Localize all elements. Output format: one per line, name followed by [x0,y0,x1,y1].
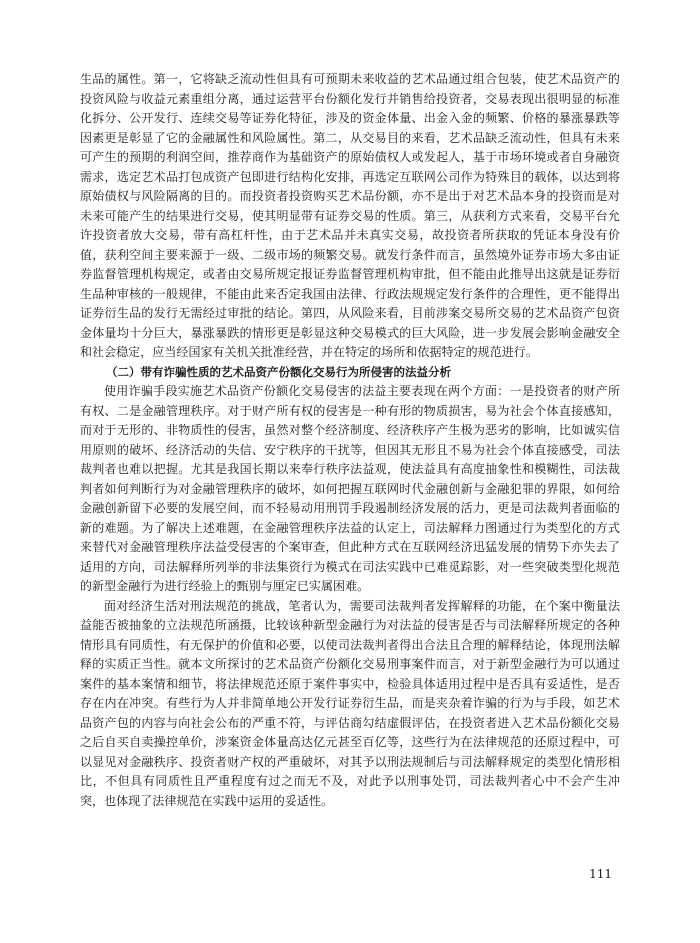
body-paragraph-2: 使用诈骗手段实施艺术品资产份额化交易侵害的法益主要表现在两个方面：一是投资者的财产所有权、二是金融管理秩序。对于财产所有权的侵害是一种有形的物质损害，易为社会个体直接感知，而对于无形的、非物质性的侵害，虽然对整个经济制度、经济秩序产生极为恶劣的影响，比如诚实信用原则的破坏、经济活动的失信、安宁秩序的干扰等，但因其无形且不易为社会个体直接感受，司法裁判者也难以把握。尤其是我国长期以来奉行秩序法益观，使法益具有高度抽象性和模糊性，司法裁判者如何判断行为对金融管理秩序的破坏，如何把握互联网时代金融创新与金融犯罪的界限，如何给金融创新留下必要的发展空间，而不轻易动用刑罚手段遏制经济发展的活力，更是司法裁判者面临的新的难题。为了解决上述难题，在金融管理秩序法益的认定上，司法解释力图通过行为类型化的方式来替代对金融管理秩序法益受侵害的个案审查，但此种方式在互联网经济迅猛发展的情势下亦失去了适用的方向，司法解释所列举的非法集资行为模式在司法实践中已难觅踪影，对一些突破类型化规范的新型金融行为进行经验上的甄别与厘定已实属困难。 [80,384,620,593]
body-paragraph-3: 面对经济生活对刑法规范的挑战，笔者认为，需要司法裁判者发挥解释的功能，在个案中衡量法益能否被抽象的立法规范所涵摄，比较该种新型金融行为对法益的侵害是否与司法解释所规定的各种情形具有同质性，有无保护的价值和必要，以使司法裁判者得出合法且合理的解释结论，体现刑法解释的实质正当性。就本文所探讨的艺术品资产份额化交易刑事案件而言，对于新型金融行为可以通过案件的基本案情和细节，将法律规范还原于案件事实中，检验具体适用过程中是否具有妥适性，是否存在内在冲突。有些行为人并非简单地公开发行证券衍生品，而是夹杂着诈骗的行为与手段，如艺术品资产包的内容与向社会公布的严重不符，与评估商勾结虚假评估，在投资者进入艺术品份额化交易之后自买自卖操控单价，涉案资金体量高达亿元甚至百亿等，这些行为在法律规范的还原过程中，可以显见对金融秩序、投资者财产权的严重破坏，对其予以刑法规制后与司法解释规定的类型化情形相比，不但具有同质性且严重程度有过之而无不及，对此予以刑事处罚，司法裁判者心中不会产生冲突，也体现了法律规范在实践中运用的妥适性。 [80,598,620,808]
section-heading: （二）带有诈骗性质的艺术品资产份额化交易行为所侵害的法益分析 [106,364,451,379]
page-number: 111 [589,867,612,881]
main-text-column [80,70,620,811]
body-paragraph-1: 生品的属性。第一，它将缺乏流动性但具有可预期未来收益的艺术品通过组合包装，使艺术品资产的投资风险与收益元素重组分离，通过运营平台份额化发行并销售给投资者，交易表现出很明显的标准化拆分、公开发行、连续交易等证券化特征，涉及的资金体量、出金入金的频繁、价格的暴涨暴跌等因素更是彰显了它的金融属性和风险属性。第二，从交易目的来看，艺术品缺乏流动性，但具有未来可产生的预期的利润空间，推荐商作为基础资产的原始债权人或发起人，基于市场环境或者自身融资需求，选定艺术品打包成资产包即进行结构化安排，再选定互联网公司作为特殊目的载体，以达到将原始债权与风险隔离的目的。而投资者投资购买艺术品份额，亦不是出于对艺术品本身的投资而是对未来可能产生的结果进行交易，使其明显带有证券交易的性质。第三，从获利方式来看，交易平台允许投资者放大交易，带有高杠杆性，由于艺术品并未真实交易，故投资者所获取的凭证本身没有价值，获利空间主要来源于一级、二级市场的频繁交易。就发行条件而言，虽然境外证券市场大多由证券监督管理机构规定，或者由交易所规定报证券监督管理机构审批，但不能由此推导出这就是证券衍生品种审核的一般规律，不能由此来否定我国由法律、行政法规规定发行条件的合理性，更不能得出证券衍生品的发行无需经过审批的结论。第四，从风险来看，目前涉案交易所交易的艺术品资产包资金体量均十分巨大，暴涨暴跌的情形更是彰显这种交易模式的巨大风险，进一步发展会影响金融安全和社会稳定，应当经国家有关机关批准经营，并在特定的场所和依据特定的规范进行。 [80,72,620,359]
